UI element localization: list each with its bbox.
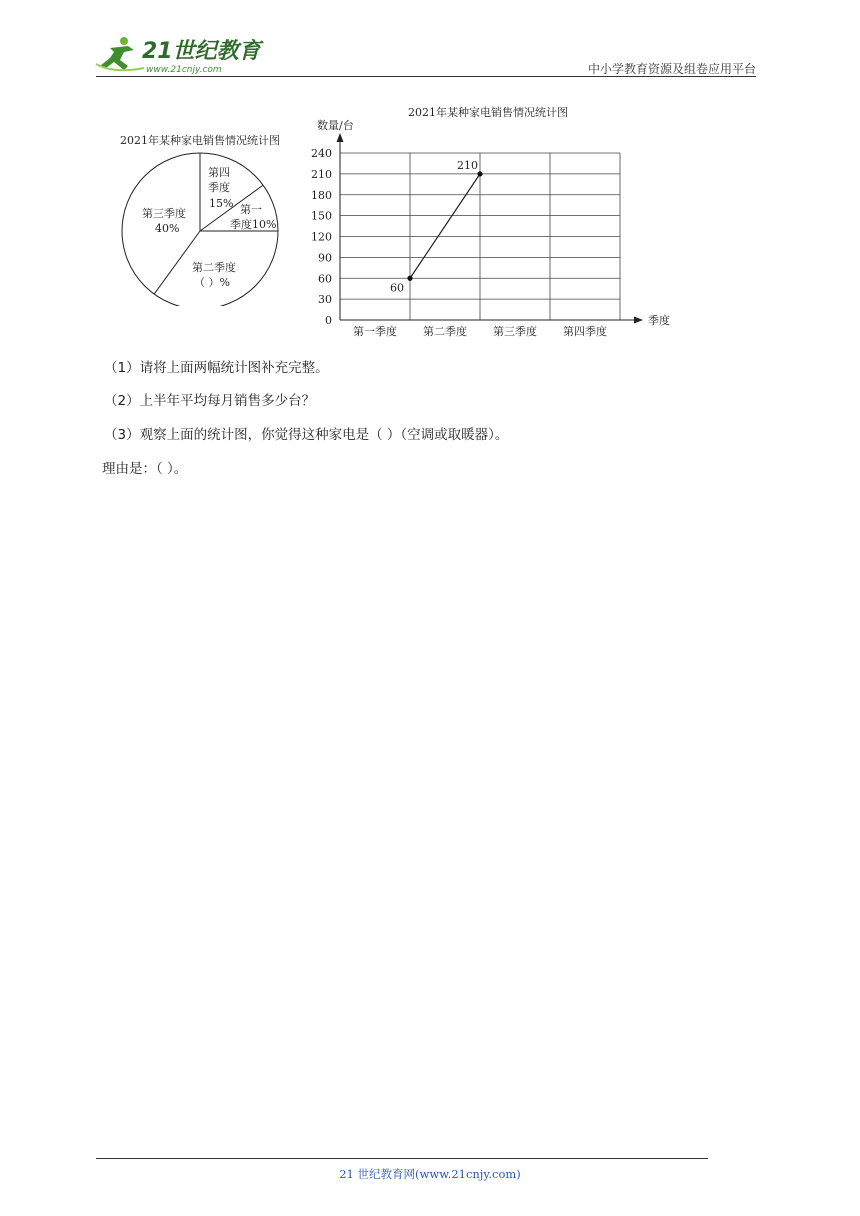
y-tick-label: 90 xyxy=(318,251,332,265)
data-point xyxy=(477,171,482,176)
y-tick-label: 150 xyxy=(311,209,332,223)
chart-title: 2021年某种家电销售情况统计图 xyxy=(408,106,568,119)
x-tick-labels xyxy=(353,324,607,338)
series-line xyxy=(410,174,480,278)
y-axis-arrow-icon xyxy=(337,133,344,142)
pie-chart xyxy=(104,126,304,306)
header-platform-text: 中小学教育资源及组卷应用平台 xyxy=(587,62,756,76)
x-tick-label: 第二季度 xyxy=(423,325,467,338)
chart-axes xyxy=(337,133,644,324)
x-tick-label: 第三季度 xyxy=(493,325,537,338)
pie-label-q2-value: （ ）% xyxy=(194,276,230,289)
x-tick-label: 第四季度 xyxy=(563,325,607,338)
footer-link[interactable]: 21 世纪教育网(www.21cnjy.com) xyxy=(339,1167,521,1181)
site-logo xyxy=(94,34,264,76)
pie-labels xyxy=(142,166,276,289)
y-tick-label: 210 xyxy=(311,167,332,181)
logo-url: www.21cnjy.com xyxy=(146,65,222,75)
question-3: （3）观察上面的统计图，你觉得这种家电是（ ）（空调或取暖器）。 xyxy=(104,427,509,443)
logo-text: 21世纪教育 xyxy=(142,39,261,64)
pie-label-q1-line2: 季度10% xyxy=(230,218,277,231)
x-tick-label: 第一季度 xyxy=(353,325,397,338)
y-tick-label: 180 xyxy=(311,188,332,202)
chart-series xyxy=(390,159,483,294)
question-1: （1）请将上面两幅统计图补充完整。 xyxy=(104,360,329,376)
y-tick-label: 60 xyxy=(318,272,332,286)
pie-label-q3-value: 40% xyxy=(155,222,180,235)
line-chart xyxy=(310,98,690,343)
pie-title: 2021年某种家电销售情况统计图 xyxy=(120,134,280,147)
data-point xyxy=(407,276,412,281)
y-tick-labels xyxy=(311,147,332,327)
pie-label-q4-line1: 第四 xyxy=(208,166,230,179)
pie-label-q4-value: 15% xyxy=(209,197,234,210)
y-axis-label: 数量/台 xyxy=(317,119,354,132)
y-tick-label: 0 xyxy=(325,314,332,327)
y-tick-label: 240 xyxy=(311,147,332,160)
footer-divider xyxy=(96,1158,708,1159)
x-axis-label: 季度 xyxy=(648,314,670,327)
chart-grid xyxy=(340,153,620,320)
data-label: 210 xyxy=(457,158,478,172)
data-label: 60 xyxy=(390,281,404,295)
pie-label-q3-name: 第三季度 xyxy=(142,207,186,220)
y-tick-label: 30 xyxy=(318,293,332,307)
pie-label-q4-line2: 季度 xyxy=(208,181,230,194)
header-divider xyxy=(96,76,756,77)
pie-label-q1-line1: 第一 xyxy=(240,203,262,216)
pie-label-q2-name: 第二季度 xyxy=(192,261,236,274)
runner-icon xyxy=(96,37,144,70)
question-3-reason: 理由是：（ ）。 xyxy=(102,461,188,477)
x-axis-arrow-icon xyxy=(634,317,643,324)
question-2: （2）上半年平均每月销售多少台？ xyxy=(104,393,316,409)
y-tick-label: 120 xyxy=(311,230,332,244)
